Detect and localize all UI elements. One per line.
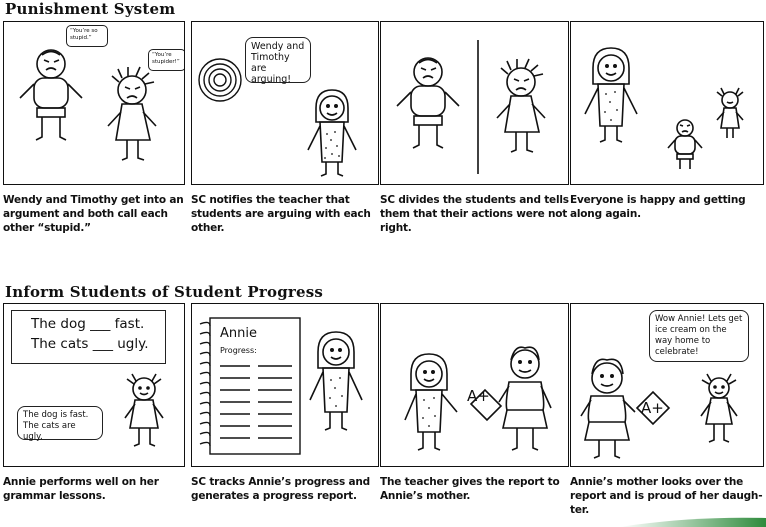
bottom-accent-bar: [620, 516, 766, 527]
panel-give-report: [380, 303, 569, 467]
report-grade: A+: [467, 387, 490, 405]
panel-divide: [380, 21, 569, 185]
caption-notify: SC notifies the teacher that students are arguing with each other.: [191, 194, 371, 234]
speech-bubble-wendy: “You’re stupider!”: [148, 49, 185, 71]
caption-happy: Everyone is happy and getting along again.: [570, 194, 746, 220]
divide-drawing: [381, 22, 569, 185]
caption-divide: SC divides the students and tells them that their actions were not right.: [380, 194, 569, 234]
report-title: Annie: [220, 326, 257, 341]
section-title-punishment: Punishment System: [5, 0, 176, 18]
caption-proud: Annie’s mother looks over the report and is proud of her daugh-ter.: [570, 476, 763, 516]
section-title-progress: Inform Students of Student Progress: [5, 283, 324, 301]
panel-proud: [570, 303, 764, 467]
speech-bubble-timothy: “You’re so stupid.”: [66, 25, 108, 47]
give-report-drawing: [381, 304, 569, 467]
panel-grammar: [3, 303, 185, 467]
report-progress-label: Progress:: [220, 346, 257, 355]
caption-report: SC tracks Annie’s progress and generates a progress report.: [191, 476, 370, 502]
report-grade-mother: A+: [641, 399, 664, 417]
panel-report: [191, 303, 379, 467]
panel-argument: [3, 21, 185, 185]
speech-bubble-annie: The dog is fast. The cats are ugly.: [17, 406, 103, 440]
caption-grammar: Annie performs well on her grammar lessons.: [3, 476, 159, 502]
panel-notify: [191, 21, 379, 185]
worksheet-sentence-1: The dog ___ fast.: [31, 316, 145, 332]
speech-bubble-mother: Wow Annie! Lets get ice cream on the way home to celebrate!: [649, 310, 749, 362]
caption-give-report: The teacher gives the report to Annie’s mother.: [380, 476, 560, 502]
caption-argument: Wendy and Timothy get into an argument and both call each other “stupid.”: [3, 194, 184, 234]
panel-happy: [570, 21, 764, 185]
happy-drawing: [571, 22, 764, 185]
worksheet-sentence-2: The cats ___ ugly.: [31, 336, 149, 352]
speech-bubble-sc: Wendy and Timothy are arguing!: [245, 37, 311, 83]
